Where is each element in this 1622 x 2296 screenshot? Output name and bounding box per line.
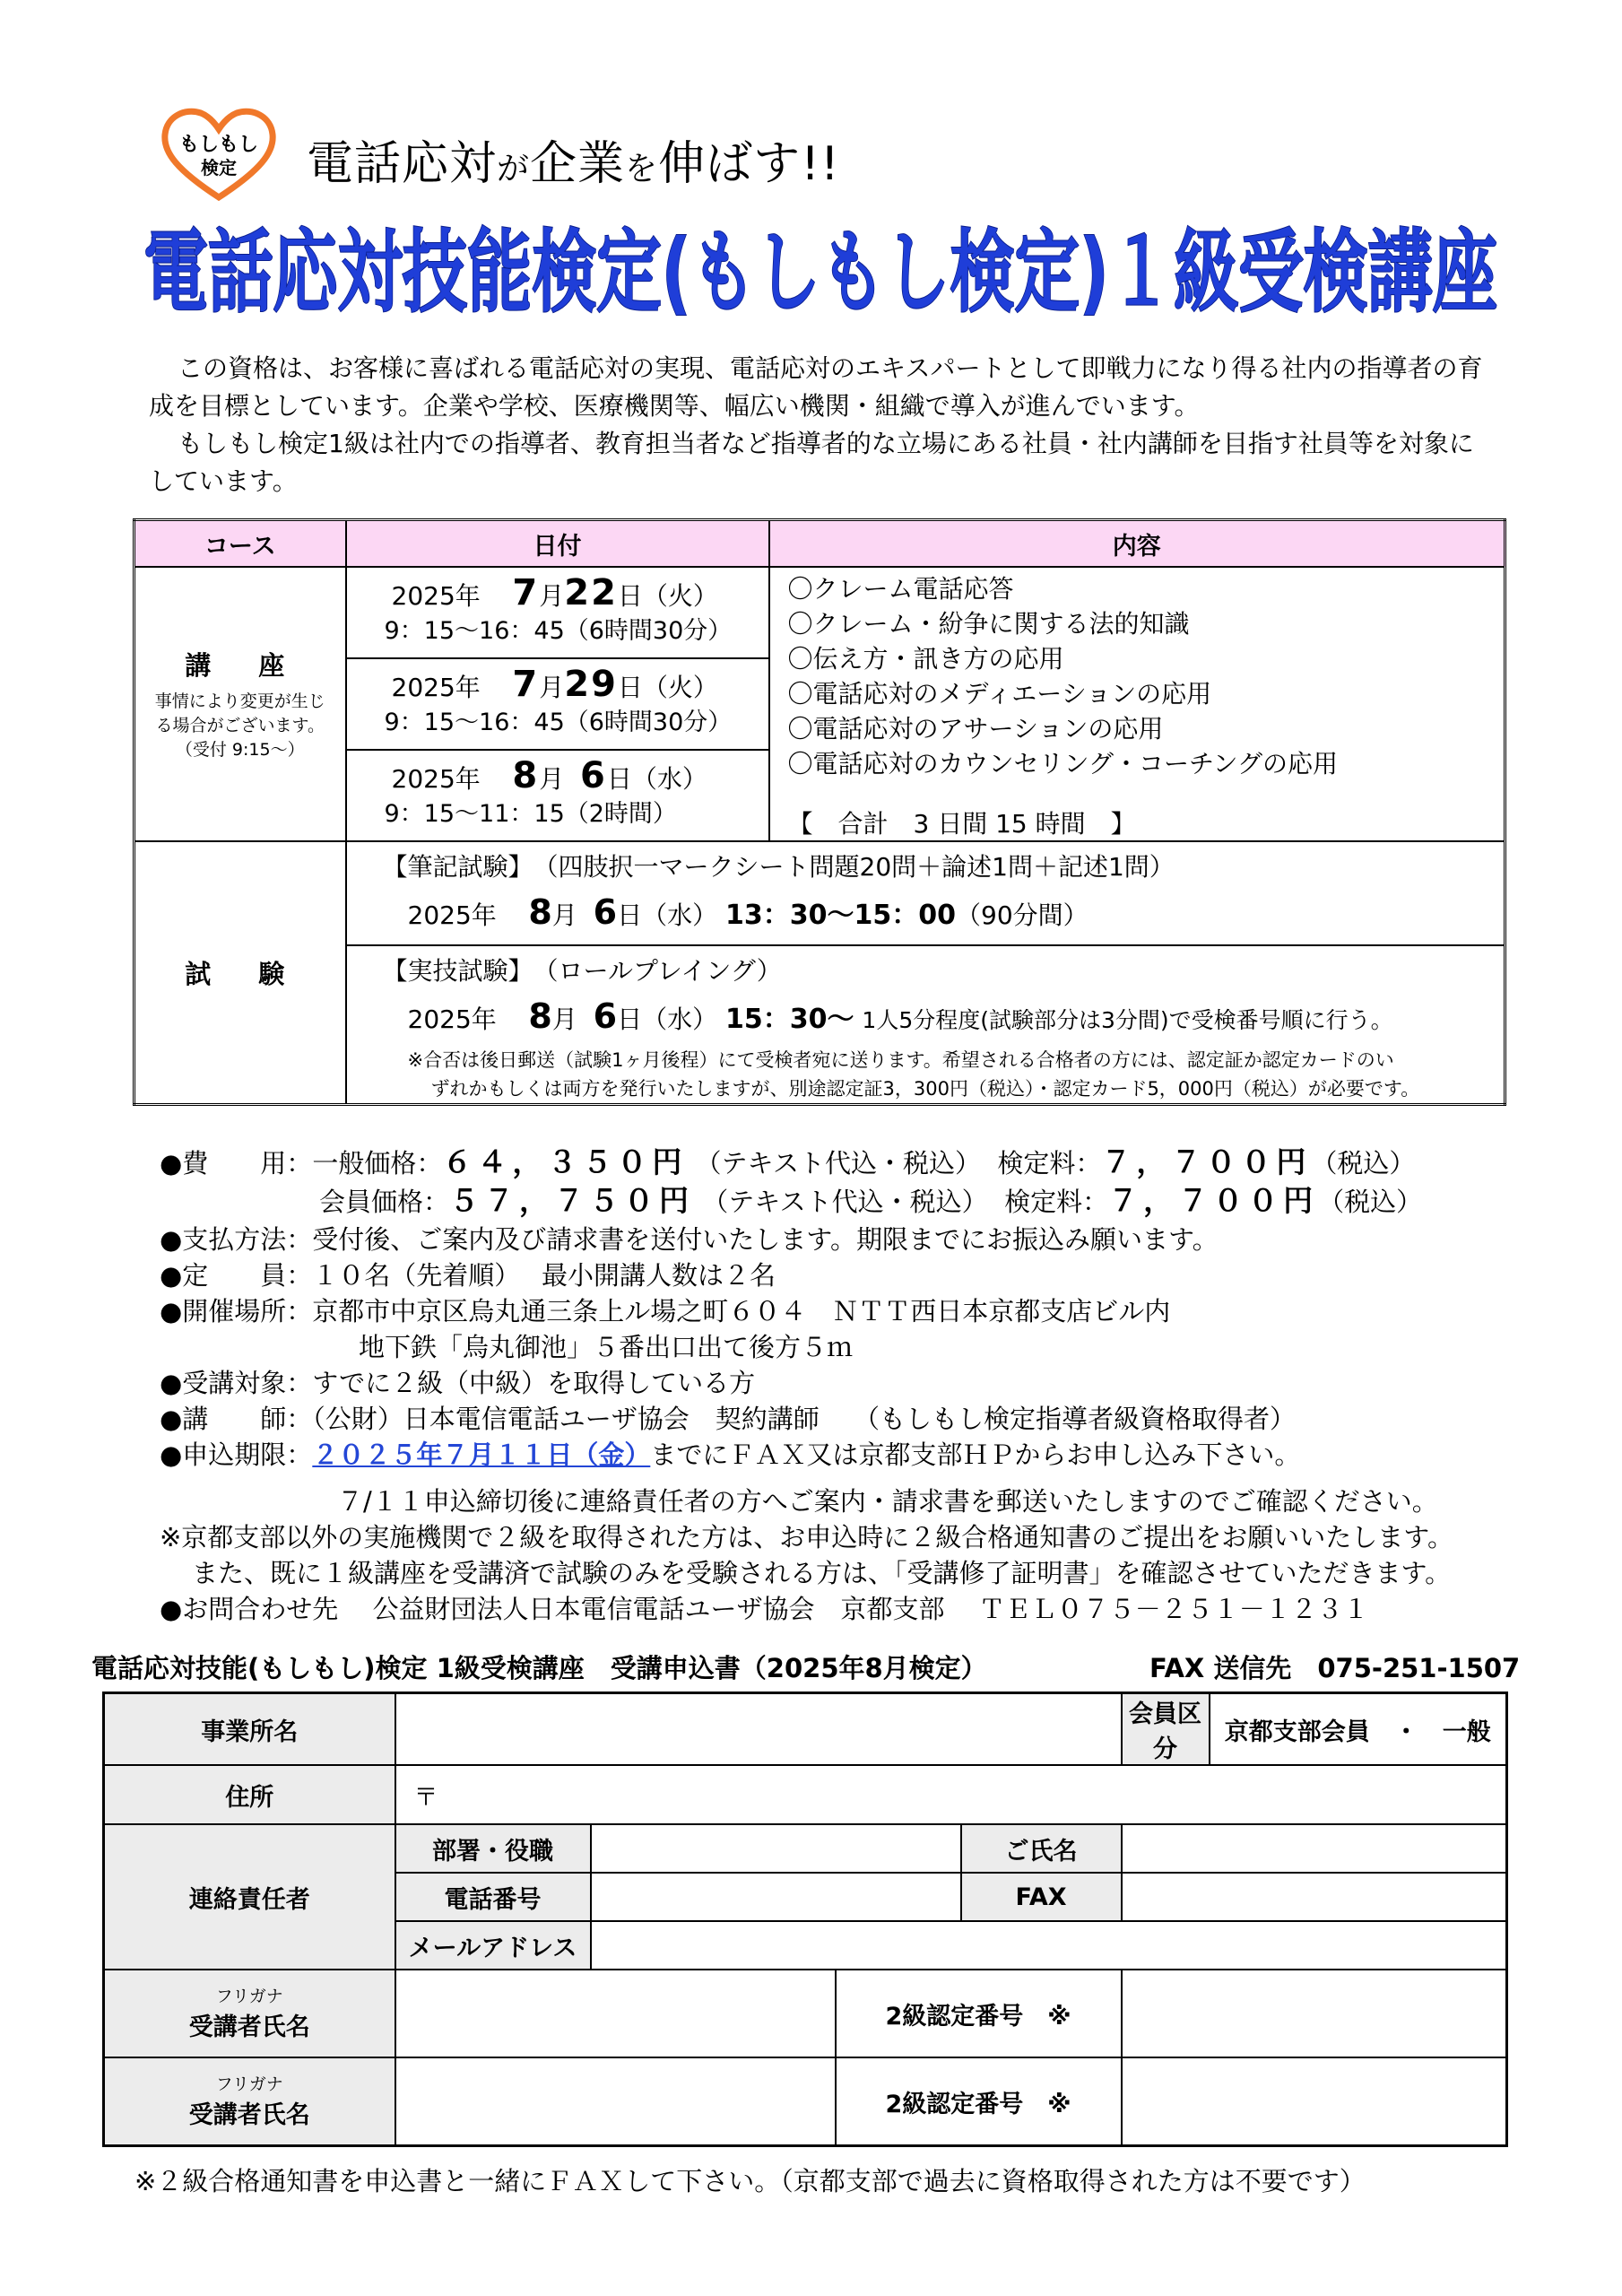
session-date-cell: 2025年 7月29日（火） 9：15～16：45（6時間30分） [346, 658, 769, 750]
practical-exam-date: 2025年 8月 6日（水） 15：30～ 1人5分程度(試験部分は3分間)で受検番号順に行う。 [407, 996, 1393, 1036]
trainee-name-field-2[interactable] [395, 2057, 836, 2146]
total-hours: 【 合計 3 日間 15 時間 】 [787, 809, 1136, 839]
target-row: ●受講対象：すでに２級（中級）を取得している方 [160, 1368, 756, 1398]
table-row [134, 841, 1505, 945]
fee-member-row: 会員価格：５７，７５０円 （テキスト代込・税込） 検定料：７，７００円（税込） [319, 1183, 1423, 1218]
fax-number: FAX 送信先 075-251-1507 [1149, 1653, 1521, 1683]
contact-row: ●お問合わせ先 公益財団法人日本電信電話ユーザ協会 京都支部 ＴＥＬ０７５－２５１－１２３１ [160, 1594, 1369, 1624]
lecture-note: 事情により変更が生じ る場合がございます。 （受付 9:15～） [154, 691, 325, 760]
form-title: 電話応対技能(もしもし)検定 1級受検講座 受講申込書（2025年8月検定） [91, 1653, 987, 1683]
practical-exam-head: 【実技試験】 （ロールプレイング） [382, 956, 782, 986]
table-row [134, 567, 1505, 658]
tagline-part: を [625, 151, 659, 187]
footer-note: ※２級合格通知書を申込書と一緒にＦＡＸして下さい。（京都支部で過去に資格取得された方は不要です） [134, 2166, 1366, 2196]
header-content: 内容 [769, 520, 1505, 568]
venue-access-row: 地下鉄「烏丸御池」５番出口出て後方５ｍ [359, 1332, 854, 1362]
intro-paragraph-1: この資格は、お客様に喜ばれる電話応対の実現、電話応対のエキスパートとして即戦力になり得る社内の指導者の育成を目標としています。企業や学校、医療機関等、幅広い機関・組織で導入が進んでいます。 [149, 353, 1483, 421]
office-label: 事業所名 [104, 1693, 395, 1766]
member-type-options[interactable]: 京都支部会員 ・ 一般 [1210, 1693, 1507, 1766]
contact-person-label: 連絡責任者 [104, 1824, 395, 1970]
exam-fee: ７，７００円 [1108, 1183, 1319, 1218]
list-item: 〇電話応対のアサーションの応用 [787, 714, 1164, 744]
list-item: 〇クレーム電話応答 [787, 574, 1014, 604]
course-schedule-table [133, 518, 1506, 1106]
list-item: 〇電話応対のカウンセリング・コーチングの応用 [787, 749, 1338, 778]
lecture-content-cell [769, 567, 1505, 841]
list-item: 〇電話応対のメディエーションの応用 [787, 679, 1212, 709]
cert-number-label-1: 2級認定番号 ※ [836, 1970, 1122, 2057]
cert-number-field-1[interactable] [1122, 1970, 1507, 2057]
deadline-date: ２０２５年７月１１日（金） [312, 1439, 651, 1470]
phone-field[interactable] [591, 1873, 961, 1921]
list-item: 〇伝え方・訊き方の応用 [787, 644, 1064, 674]
member-type-label: 会員区分 [1122, 1693, 1210, 1766]
address-field[interactable]: 〒 [395, 1765, 1507, 1824]
page-title-text: 電話応対技能検定(もしもし検定)１級受検講座 [143, 220, 1497, 325]
session-date-cell: 2025年 7月22日（火） 9：15～16：45（6時間30分） [346, 567, 769, 658]
trainee-name-label-2: フリガナ 受講者氏名 [104, 2057, 395, 2146]
office-field[interactable] [395, 1693, 1122, 1766]
cert-number-label-2: 2級認定番号 ※ [836, 2057, 1122, 2146]
phone-label: 電話番号 [395, 1873, 591, 1921]
session-date-cell: 2025年 8月 6日（水） 9：15～11：15（2時間） [346, 750, 769, 841]
dept-label: 部署・役職 [395, 1824, 591, 1873]
name-field[interactable] [1122, 1824, 1507, 1873]
trainee-name-field-1[interactable] [395, 1970, 836, 2057]
lecture-label-cell [134, 567, 346, 841]
tagline-part: が [497, 151, 531, 187]
moshimoshi-logo [160, 106, 278, 201]
content-list [788, 571, 1505, 781]
practical-exam-cell [346, 945, 1505, 1105]
list-item: 〇クレーム・紛争に関する法的知識 [787, 609, 1190, 639]
address-label: 住所 [104, 1765, 395, 1824]
cert-number-field-2[interactable] [1122, 2057, 1507, 2146]
deadline-note-row: ７/１１申込締切後に連絡責任者の方へご案内・請求書を郵送いたしますのでご確認ください。 [337, 1486, 1438, 1517]
note-kyoto-row: ※京都支部以外の実施機関で２級を取得された方は、お申込時に２級合格通知書のご提出をお願いいたします。 [160, 1522, 1453, 1552]
general-price: ６４，３５０円 [442, 1144, 688, 1179]
tagline-part: 企業 [530, 137, 626, 191]
member-price: ５７，７５０円 [449, 1183, 695, 1218]
lecture-label: 講 座 [185, 650, 296, 681]
written-exam-head: 【筆記試験】 （四肢択一マークシート問題20問＋論述1問＋記述1問） [382, 852, 1175, 882]
table-header-row [134, 520, 1505, 568]
venue-row: ●開催場所：京都市中京区烏丸通三条上ル場之町６０４ ＮＴＴ西日本京都支店ビル内 [160, 1296, 1171, 1326]
payment-row: ●支払方法：受付後、ご案内及び請求書を送付いたします。期限までにお振込み願います。 [160, 1224, 1219, 1255]
header-course: コース [134, 520, 346, 568]
note-cert-row: また、既に１級講座を受講済で試験のみを受験される方は、「受講修了証明書」を確認させていただきます。 [192, 1558, 1452, 1588]
intro-paragraph-2: もしもし検定1級は社内での指導者、教育担当者など指導者的な立場にある社員・社内講師を目指す社員等を対象にしています。 [149, 429, 1474, 496]
capacity-row: ●定 員：１０名（先着順） 最小開講人数は２名 [160, 1260, 776, 1291]
exam-note: ※合否は後日郵送（試験1ヶ月後程）にて受検者宛に送ります。希望される合格者の方には、認定証か認定カードのい ずれかもしくは両方を発行いたしますが、別途認定証3，300円（税込）・認定カード5，000円（税込）が必要です。 [407, 1049, 1420, 1100]
deadline-row: ●申込期限：２０２５年７月１１日（金）までにＦＡＸ又は京都支部ＨＰからお申し込み下さい。 [160, 1439, 1301, 1470]
fax-field[interactable] [1122, 1873, 1507, 1921]
logo-text-2: 検定 [201, 157, 237, 178]
written-exam-cell [346, 841, 1505, 945]
email-label: メールアドレス [395, 1921, 591, 1970]
fax-label: FAX [961, 1873, 1122, 1921]
lecturer-row: ●講 師：（公財）日本電信電話ユーザ協会 契約講師 （もしもし検定指導者級資格取得者） [160, 1404, 1297, 1434]
exam-label: 試 験 [185, 959, 296, 989]
application-form [102, 1692, 1508, 2147]
tagline-part: 伸ばす!! [658, 137, 840, 191]
name-label: ご氏名 [961, 1824, 1122, 1873]
trainee-name-label-1: フリガナ 受講者氏名 [104, 1970, 395, 2057]
exam-label-cell [134, 841, 346, 1105]
tagline [307, 126, 840, 193]
header-date: 日付 [346, 520, 769, 568]
exam-fee: ７，７００円 [1101, 1144, 1312, 1179]
fee-general-row: ●費 用：一般価格：６４，３５０円 （テキスト代込・税込） 検定料：７，７００円（税込） [160, 1144, 1416, 1179]
tagline-part: 電話応対 [307, 137, 498, 191]
email-field[interactable] [591, 1921, 1507, 1970]
logo-text-1: もしもし [178, 134, 259, 156]
written-exam-date: 2025年 8月 6日（水） 13：30～15：00（90分間） [407, 892, 1089, 932]
page-title [143, 212, 1506, 328]
dept-field[interactable] [591, 1824, 961, 1873]
intro-text [149, 350, 1494, 500]
